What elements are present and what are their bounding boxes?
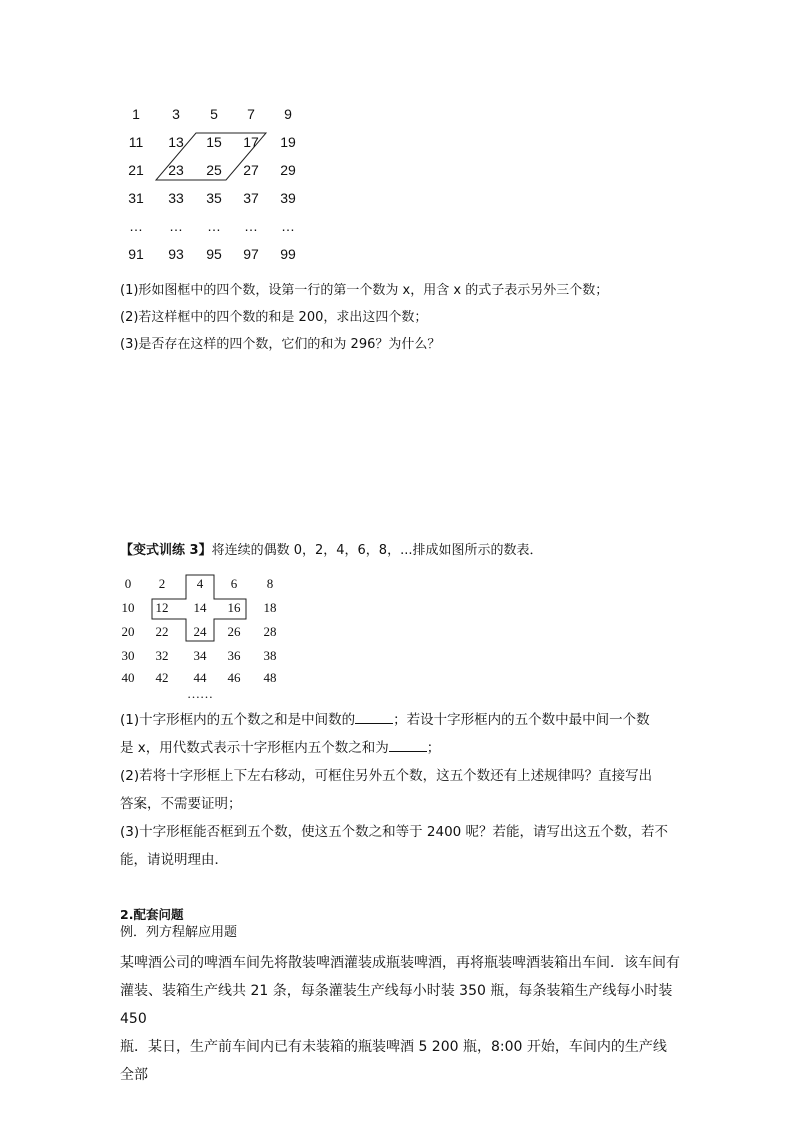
- question-2-2b: 答案，不需要证明；: [120, 796, 242, 812]
- table-cell: 18: [263, 600, 277, 615]
- question-1-2: (2)若这样框中的四个数的和是 200，求出这四个数；: [120, 310, 428, 325]
- table-cell: 15: [206, 134, 222, 150]
- table-cell: 42: [155, 670, 169, 685]
- table-cell: 30: [121, 648, 135, 663]
- table-cell: 38: [263, 648, 277, 663]
- table-cell: 23: [168, 162, 184, 178]
- table-cell: …: [169, 218, 183, 234]
- exercise-3-text: 将连续的偶数 0，2，4，6，8，...排成如图所示的数表．: [211, 543, 543, 558]
- table-cell: 34: [193, 648, 207, 663]
- table-cell: 10: [121, 600, 135, 615]
- table-cell: 27: [243, 162, 259, 178]
- table-cell: 46: [227, 670, 241, 685]
- table-cell: …: [207, 218, 221, 234]
- questions-2: [120, 706, 680, 874]
- number-table-even: [114, 572, 304, 702]
- table-cell: 25: [206, 162, 222, 178]
- table-cell: 12: [155, 600, 169, 615]
- table-cell: 36: [227, 648, 241, 663]
- table-cell: 95: [206, 246, 222, 262]
- section-heading: 2.配套问题: [120, 907, 184, 922]
- table-cell: …: [244, 218, 258, 234]
- table-cell: 48: [263, 670, 277, 685]
- table-cell: 9: [284, 106, 292, 122]
- table-cell: 20: [121, 624, 135, 639]
- paragraph-line-3: 瓶．某日，生产前车间内已有未装箱的瓶装啤酒 5 200 瓶，8:00 开始，车间内的生产线全部: [120, 1039, 667, 1083]
- table-cell: 4: [196, 576, 204, 591]
- table-cell: 2: [158, 576, 166, 591]
- table-cell: 28: [263, 624, 277, 639]
- table-cell: 91: [128, 246, 144, 262]
- table-cell: 44: [193, 670, 207, 685]
- table-cell: 5: [210, 106, 218, 122]
- table-cell: …: [129, 218, 143, 234]
- table-cell: …: [281, 218, 295, 234]
- table-cell: 14: [193, 600, 207, 615]
- table-cell: 19: [280, 134, 296, 150]
- table-cell: 7: [247, 106, 255, 122]
- table-cell: 35: [206, 190, 222, 206]
- table-cell: 11: [128, 134, 144, 150]
- answer-blank-2[interactable]: [389, 737, 427, 752]
- question-2-3b: 能，请说明理由．: [120, 852, 228, 868]
- question-2-3a: (3)十字形框能否框到五个数，使这五个数之和等于 2400 呢？若能，请写出这五个数，若不: [120, 824, 669, 840]
- exercise-3-label: 【变式训练 3】: [120, 543, 212, 558]
- table-cell: 39: [280, 190, 296, 206]
- question-2-1a: (1)十字形框内的五个数之和是中间数的: [120, 712, 356, 728]
- table-cell: 33: [168, 190, 184, 206]
- table-cell: 6: [230, 576, 238, 591]
- table-cell: 1: [132, 106, 140, 122]
- table-cell: 97: [243, 246, 259, 262]
- question-2-1c: 是 x，用代数式表示十字形框内五个数之和为: [120, 740, 389, 756]
- table-cell: 40: [121, 670, 135, 685]
- example-line: 例．列方程解应用题: [120, 925, 238, 940]
- exercise-3-line: [120, 542, 542, 560]
- table-cell: 29: [280, 162, 296, 178]
- table-ellipsis: ……: [187, 686, 213, 701]
- table-cell: 26: [227, 624, 241, 639]
- table-cell: 0: [124, 576, 132, 591]
- table-cell: 16: [227, 600, 241, 615]
- table-cell: 93: [168, 246, 184, 262]
- table-cell: 32: [155, 648, 169, 663]
- question-1-1: (1)形如图框中的四个数，设第一行的第一个数为 x，用含 x 的式子表示另外三个数；: [120, 283, 609, 298]
- question-1-3: (3)是否存在这样的四个数，它们的和为 296？为什么？: [120, 337, 441, 352]
- question-2-2a: (2)若将十字形框上下左右移动，可框住另外五个数，这五个数还有上述规律吗？直接写出: [120, 768, 653, 784]
- paragraph-line-2: 灌装、装箱生产线共 21 条，每条灌装生产线每小时装 350 瓶，每条装箱生产线每小时装 450: [120, 983, 673, 1027]
- table-cell: 99: [280, 246, 296, 262]
- question-2-1d: ；: [426, 740, 441, 756]
- table-cell: 13: [168, 134, 184, 150]
- number-table-odd: [118, 100, 318, 270]
- table-cell: 37: [243, 190, 259, 206]
- table-cell: 3: [172, 106, 180, 122]
- table-cell: 8: [266, 576, 274, 591]
- table-cell: 22: [155, 624, 169, 639]
- table-cell: 17: [243, 134, 259, 150]
- table-cell: 21: [128, 162, 144, 178]
- table-cell: 24: [193, 624, 207, 639]
- question-2-1b: ；若设十字形框内的五个数中最中间一个数: [393, 712, 650, 728]
- answer-blank-1[interactable]: [355, 709, 393, 724]
- example-paragraph: [120, 949, 680, 1089]
- table-cell: 31: [128, 190, 144, 206]
- paragraph-line-1: 某啤酒公司的啤酒车间先将散装啤酒灌装成瓶装啤酒，再将瓶装啤酒装箱出车间．该车间有: [120, 955, 680, 971]
